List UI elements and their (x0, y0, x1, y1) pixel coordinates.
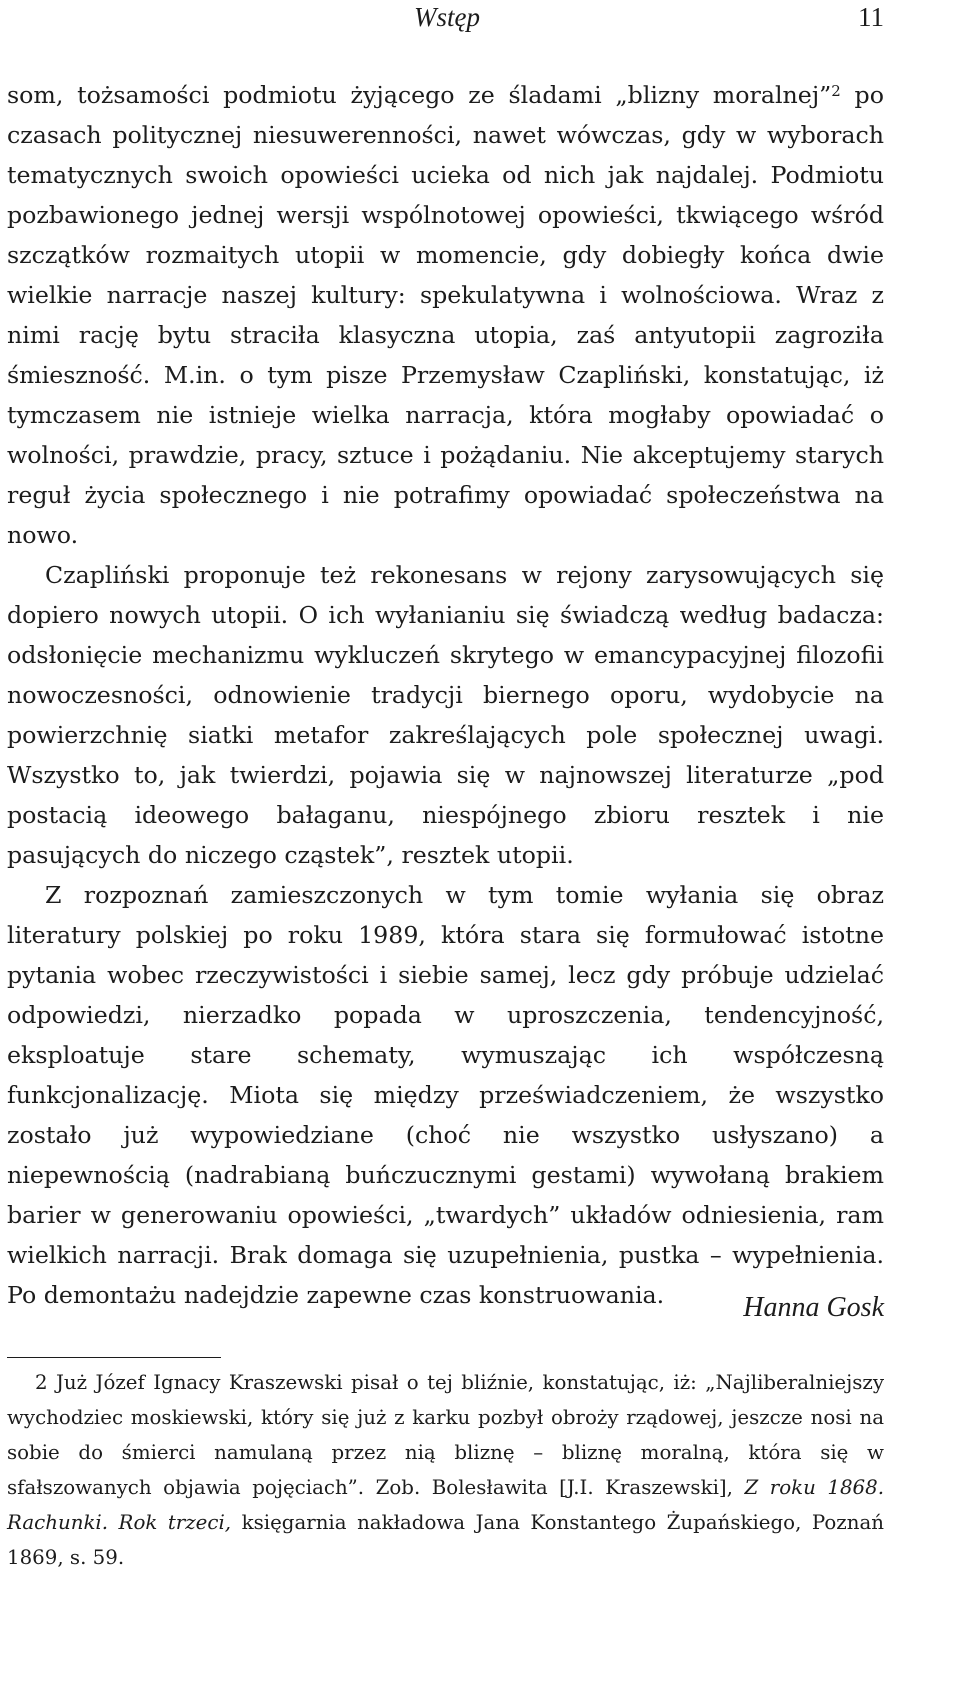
footnote-text-start: Już Józef Ignacy Kraszewski pisał o tej bliźnie, konstatując, iż: „Najliberalniejszy wychodziec moskiewski, który się już z karku pozbył obroży rządowej, jeszcze nosi na sobie do śmierci namulaną przez nią bliznę – bliznę moralną, która się w sfałszowanych objawia pojęciach”. Zob. Bolesławita [J.I. Kraszewski], (7, 1371, 884, 1499)
page-header (0, 2, 884, 42)
footnote (7, 1365, 884, 1575)
footnote-divider (7, 1357, 221, 1358)
paragraph-1-rest: po czasach politycznej niesuwerenności, nawet wówczas, gdy w wyborach tematycznych swoich opowieści ucieka od nich jak najdalej. Podmiotu pozbawionego jednej wersji wspólnotowej opowieści, tkwiącego wśród szczątków rozmaitych utopii w momencie, gdy dobiegły końca dwie wielkie narracje naszej kultury: spekulatywna i wolnościowa. Wraz z nimi rację bytu straciła klasyczna utopia, zaś antyutopii zagroziła śmieszność. M.in. o tym pisze Przemysław Czapliński, konstatując, iż tymczasem nie istnieje wielka narracja, która mogłaby opowiadać o wolności, prawdzie, pracy, sztuce i pożądaniu. Nie akceptujemy starych reguł życia społecznego i nie potrafimy opowiadać społeczeństwa na nowo. (7, 81, 884, 549)
footnote-2 (7, 1365, 884, 1575)
paragraph-2: Czapliński proponuje też rekonesans w rejony zarysowujących się dopiero nowych utopii. O ich wyłanianiu się świadczą według badacza: odsłonięcie mechanizmu wykluczeń skrytego w emancypacyjnej filozofii nowoczesności, odnowienie tradycji biernego oporu, wydobycie na powierzchnię siatki metafor zakreślających pole społecznej uwagi. Wszystko to, jak twierdzi, pojawia się w najnowszej literaturze „pod postacią ideowego bałaganu, niespójnego zbioru resztek i nie pasujących do niczego cząstek”, resztek utopii. (7, 561, 884, 869)
body-text (7, 75, 884, 1315)
paragraph-1 (7, 75, 884, 555)
author-signature: Hanna Gosk (743, 1292, 884, 1323)
running-head: Wstęp (414, 2, 480, 32)
paragraph-3: Z rozpoznań zamieszczonych w tym tomie wyłania się obraz literatury polskiej po roku 1989, która stara się formułować istotne pytania wobec rzeczywistości i siebie samej, lecz gdy próbuje udzielać odpowiedzi, nierzadko popada w uproszczenia, tendencyjność, eksploatuje stare schematy, wymuszając ich współczesną funkcjonalizację. Miota się między przeświadczeniem, że wszystko zostało już wypowiedziane (choć nie wszystko usłyszano) a niepewnością (nadrabianą buńczucznymi gestami) wywołaną brakiem barier w generowaniu opowieści, „twardych” układów odniesienia, ram wielkich narracji. Brak domaga się uzupełnienia, pustka – wypełnienia. Po demontażu nadejdzie zapewne czas konstruowania. (7, 881, 884, 1309)
footnote-text-end: księgarnia nakładowa Jana Konstantego Żupańskiego, Poznań 1869, s. 59. (7, 1511, 884, 1569)
footnote-cited-title: Z roku 1868. Rachunki. Rok trzeci, (7, 1476, 885, 1534)
paragraph-1-start: som, tożsamości podmiotu żyjącego ze śladami „blizny moralnej” (7, 81, 832, 109)
page-number: 11 (858, 2, 884, 32)
footnote-reference[interactable]: 2 (831, 82, 841, 100)
footnote-marker: 2 (35, 1371, 48, 1394)
